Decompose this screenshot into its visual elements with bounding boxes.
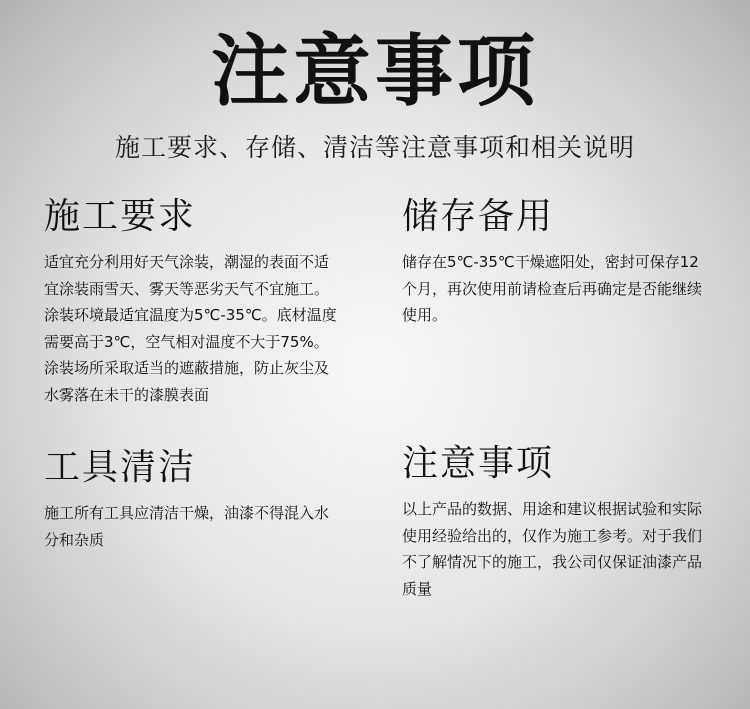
storage-section — [402, 193, 702, 329]
notes-title: 注意事项 — [402, 443, 555, 484]
storage-text: 储存在5℃-35℃干燥遮阳处，密封可保存12个月，再次使用前请检查后再确定是否能继续使用。 — [402, 253, 703, 324]
construction-requirements-section — [44, 193, 340, 408]
tool-cleaning-text: 施工所有工具应清洁干燥，油漆不得混入水分和杂质 — [44, 504, 330, 549]
tool-cleaning-title: 工具清洁 — [44, 447, 197, 488]
notes-section — [402, 440, 702, 602]
page-subtitle: 施工要求、存储、清洁等注意事项和相关说明 — [114, 133, 635, 162]
storage-title: 储存备用 — [402, 196, 555, 237]
notes-text: 以上产品的数据、用途和建议根据试验和实际使用经验给出的，仅作为施工参考。对于我们不了解情况下的施工，我公司仅保证油漆产品质量 — [402, 500, 703, 598]
construction-requirements-title: 施工要求 — [44, 196, 197, 237]
page-title: 注意事项 — [210, 27, 539, 117]
tool-cleaning-section — [44, 444, 340, 553]
construction-requirements-text: 适宜充分利用好天气涂装，潮湿的表面不适宜涂装雨雪天、雾天等恶劣天气不宜施工。涂装环境最适宜温度为5℃-35℃。底材温度需要高于3℃，空气相对温度不大于75%。涂装场所采取适当的遮蔽措施，防止灰尘及水雾落在未干的漆膜表面 — [44, 253, 337, 404]
